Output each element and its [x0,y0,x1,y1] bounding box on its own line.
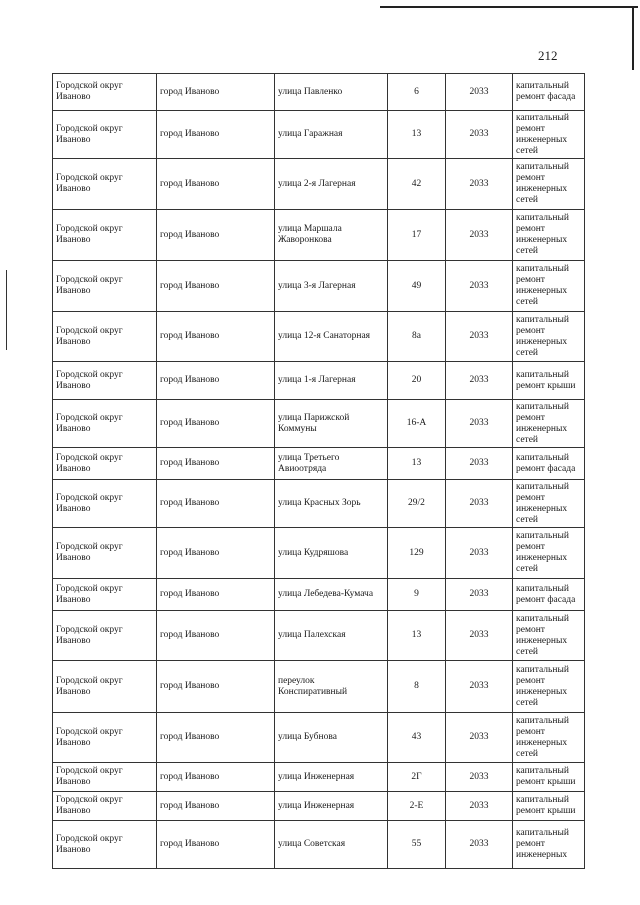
table-row [53,400,585,448]
street-cell: улица Красных Зорь [275,480,388,528]
street-cell: улица Кудряшова [275,528,388,579]
house-number-cell: 13 [388,448,446,480]
city-cell: город Иваново [157,159,275,210]
house-number-cell: 8а [388,312,446,362]
work-type-cell: капитальный ремонт инженерных сетей [513,400,585,448]
year-cell: 2033 [446,111,513,159]
city-cell: город Иваново [157,713,275,763]
district-cell: Городской округ Иваново [53,74,157,111]
district-cell: Городской округ Иваново [53,661,157,713]
table-row [53,821,585,869]
district-cell: Городской округ Иваново [53,400,157,448]
street-cell: улица 12-я Санаторная [275,312,388,362]
table-row [53,792,585,821]
year-cell: 2033 [446,713,513,763]
work-type-cell: капитальный ремонт крыши [513,763,585,792]
house-number-cell: 43 [388,713,446,763]
work-type-cell: капитальный ремонт инженерных сетей [513,611,585,661]
street-cell: улица 3-я Лагерная [275,261,388,312]
year-cell: 2033 [446,312,513,362]
city-cell: город Иваново [157,792,275,821]
year-cell: 2033 [446,579,513,611]
work-type-cell: капитальный ремонт инженерных сетей [513,261,585,312]
city-cell: город Иваново [157,611,275,661]
year-cell: 2033 [446,448,513,480]
year-cell: 2033 [446,210,513,261]
right-border-line [632,6,634,70]
house-number-cell: 55 [388,821,446,869]
work-type-cell: капитальный ремонт инженерных сетей [513,210,585,261]
district-cell: Городской округ Иваново [53,611,157,661]
table-row [53,611,585,661]
city-cell: город Иваново [157,661,275,713]
work-type-cell: капитальный ремонт крыши [513,362,585,400]
house-number-cell: 2-Е [388,792,446,821]
table-row [53,448,585,480]
table-row [53,480,585,528]
city-cell: город Иваново [157,261,275,312]
street-cell: улица Маршала Жаворонкова [275,210,388,261]
work-type-cell: капитальный ремонт инженерных сетей [513,713,585,763]
work-type-cell: капитальный ремонт инженерных сетей [513,312,585,362]
district-cell: Городской округ Иваново [53,713,157,763]
top-border-line [380,6,638,8]
table-row [53,763,585,792]
table-row [53,261,585,312]
district-cell: Городской округ Иваново [53,362,157,400]
table-row [53,579,585,611]
city-cell: город Иваново [157,312,275,362]
street-cell: улица 2-я Лагерная [275,159,388,210]
year-cell: 2033 [446,821,513,869]
house-number-cell: 20 [388,362,446,400]
district-cell: Городской округ Иваново [53,763,157,792]
city-cell: город Иваново [157,111,275,159]
street-cell: улица Бубнова [275,713,388,763]
city-cell: город Иваново [157,480,275,528]
street-cell: улица Гаражная [275,111,388,159]
city-cell: город Иваново [157,74,275,111]
street-cell: улица Инженерная [275,792,388,821]
district-cell: Городской округ Иваново [53,579,157,611]
work-type-cell: капитальный ремонт фасада [513,579,585,611]
district-cell: Городской округ Иваново [53,111,157,159]
table-row [53,210,585,261]
district-cell: Городской округ Иваново [53,528,157,579]
street-cell: улица Третьего Авиоотряда [275,448,388,480]
scan-edge-mark [6,270,7,350]
work-type-cell: капитальный ремонт крыши [513,792,585,821]
house-number-cell: 42 [388,159,446,210]
district-cell: Городской округ Иваново [53,821,157,869]
street-cell: улица Павленко [275,74,388,111]
house-number-cell: 8 [388,661,446,713]
work-type-cell: капитальный ремонт фасада [513,448,585,480]
year-cell: 2033 [446,792,513,821]
house-number-cell: 29/2 [388,480,446,528]
city-cell: город Иваново [157,448,275,480]
district-cell: Городской округ Иваново [53,792,157,821]
year-cell: 2033 [446,528,513,579]
year-cell: 2033 [446,480,513,528]
year-cell: 2033 [446,74,513,111]
city-cell: город Иваново [157,579,275,611]
page-number: 212 [538,48,558,63]
house-number-cell: 16-А [388,400,446,448]
house-number-cell: 129 [388,528,446,579]
street-cell: улица Инженерная [275,763,388,792]
house-number-cell: 17 [388,210,446,261]
house-number-cell: 49 [388,261,446,312]
table-row [53,159,585,210]
district-cell: Городской округ Иваново [53,448,157,480]
street-cell: улица 1-я Лагерная [275,362,388,400]
table-row [53,74,585,111]
work-type-cell: капитальный ремонт инженерных сетей [513,661,585,713]
year-cell: 2033 [446,763,513,792]
year-cell: 2033 [446,261,513,312]
work-type-cell: капитальный ремонт инженерных сетей [513,480,585,528]
work-type-cell: капитальный ремонт фасада [513,74,585,111]
district-cell: Городской округ Иваново [53,480,157,528]
street-cell: улица Лебедева-Кумача [275,579,388,611]
work-type-cell: капитальный ремонт инженерных сетей [513,528,585,579]
table-row [53,713,585,763]
table-row [53,661,585,713]
city-cell: город Иваново [157,362,275,400]
house-number-cell: 6 [388,74,446,111]
city-cell: город Иваново [157,210,275,261]
district-cell: Городской округ Иваново [53,312,157,362]
year-cell: 2033 [446,362,513,400]
house-number-cell: 9 [388,579,446,611]
district-cell: Городской округ Иваново [53,261,157,312]
street-cell: улица Парижской Коммуны [275,400,388,448]
table-row [53,528,585,579]
district-cell: Городской округ Иваново [53,210,157,261]
street-cell: улица Советская [275,821,388,869]
registry-table [52,73,585,869]
work-type-cell: капитальный ремонт инженерных [513,821,585,869]
city-cell: город Иваново [157,821,275,869]
year-cell: 2033 [446,400,513,448]
city-cell: город Иваново [157,400,275,448]
house-number-cell: 13 [388,111,446,159]
table-row [53,362,585,400]
work-type-cell: капитальный ремонт инженерных сетей [513,111,585,159]
city-cell: город Иваново [157,528,275,579]
year-cell: 2033 [446,159,513,210]
table-row [53,111,585,159]
street-cell: переулок Конспиративный [275,661,388,713]
district-cell: Городской округ Иваново [53,159,157,210]
work-type-cell: капитальный ремонт инженерных сетей [513,159,585,210]
city-cell: город Иваново [157,763,275,792]
house-number-cell: 13 [388,611,446,661]
street-cell: улица Палехская [275,611,388,661]
house-number-cell: 2Г [388,763,446,792]
table-row [53,312,585,362]
year-cell: 2033 [446,611,513,661]
year-cell: 2033 [446,661,513,713]
